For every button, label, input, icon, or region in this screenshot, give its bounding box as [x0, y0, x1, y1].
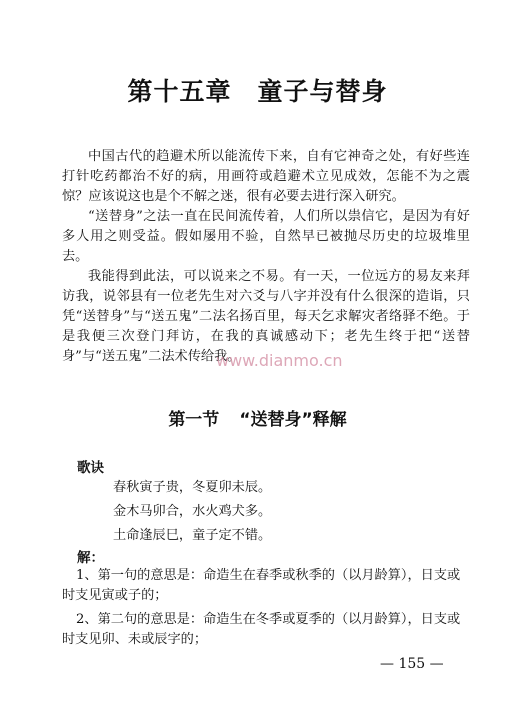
- chapter-name: 童子与替身: [257, 77, 388, 106]
- section-name: “送替身”释解: [239, 410, 347, 430]
- watermark: www.dianmo.cn: [216, 351, 343, 370]
- verse-label: 歌诀: [77, 460, 104, 476]
- chapter-title: [0, 72, 515, 108]
- verse: [113, 476, 271, 548]
- intro-text: [62, 147, 470, 367]
- answers: [62, 566, 470, 654]
- answer-item: 1、第一句的意思是：命造生在春季或秋季的（以月龄算），日支或时支见寅或子的；: [62, 568, 461, 603]
- answer-item: 2、第二句的意思是：命造生在冬季或夏季的（以月龄算），日支或时支见卯、未或辰字的；: [62, 612, 461, 647]
- section-title: [0, 405, 515, 430]
- verse-line: 金木马卯合，水火鸡犬多。: [113, 504, 272, 519]
- intro-paragraph-3: 我能得到此法，可以说来之不易。有一天，一位远方的易友来拜访我，说邻县有一位老先生对六爻与八字并没有什么很深的造诣，只凭“送替身”与“送五鬼”二法名扬百里，每天乞求解灾者络驿不绝。于是我便三次登门拜访，在我的真诚感动下；老先生终于把“送替身”与“送五鬼”二法术传给我。: [62, 269, 470, 364]
- verse-line: 春秋寅子贵，冬夏卯未辰。: [113, 480, 272, 495]
- intro-paragraph-2: “送替身”之法一直在民间流传着，人们所以祟信它，是因为有好多人用之则受益。假如屡用不验，自然早已被抛尽历史的垃圾堆里去。: [62, 209, 470, 264]
- answer-label: 解：: [77, 550, 104, 566]
- intro-paragraph-1: 中国古代的趋避术所以能流传下来，自有它神奇之处，有好些连打针吃药都治不好的病，用画符或趋避术立见成效，怎能不为之震惊？应该说这也是个不解之迷，很有必要去进行深入研究。: [62, 149, 470, 204]
- chapter-number: 第十五章: [127, 77, 232, 106]
- page-number: — 155 —: [380, 656, 444, 672]
- section-number: 第一节: [168, 410, 220, 430]
- verse-line: 土命逢辰巳，童子定不错。: [113, 528, 272, 543]
